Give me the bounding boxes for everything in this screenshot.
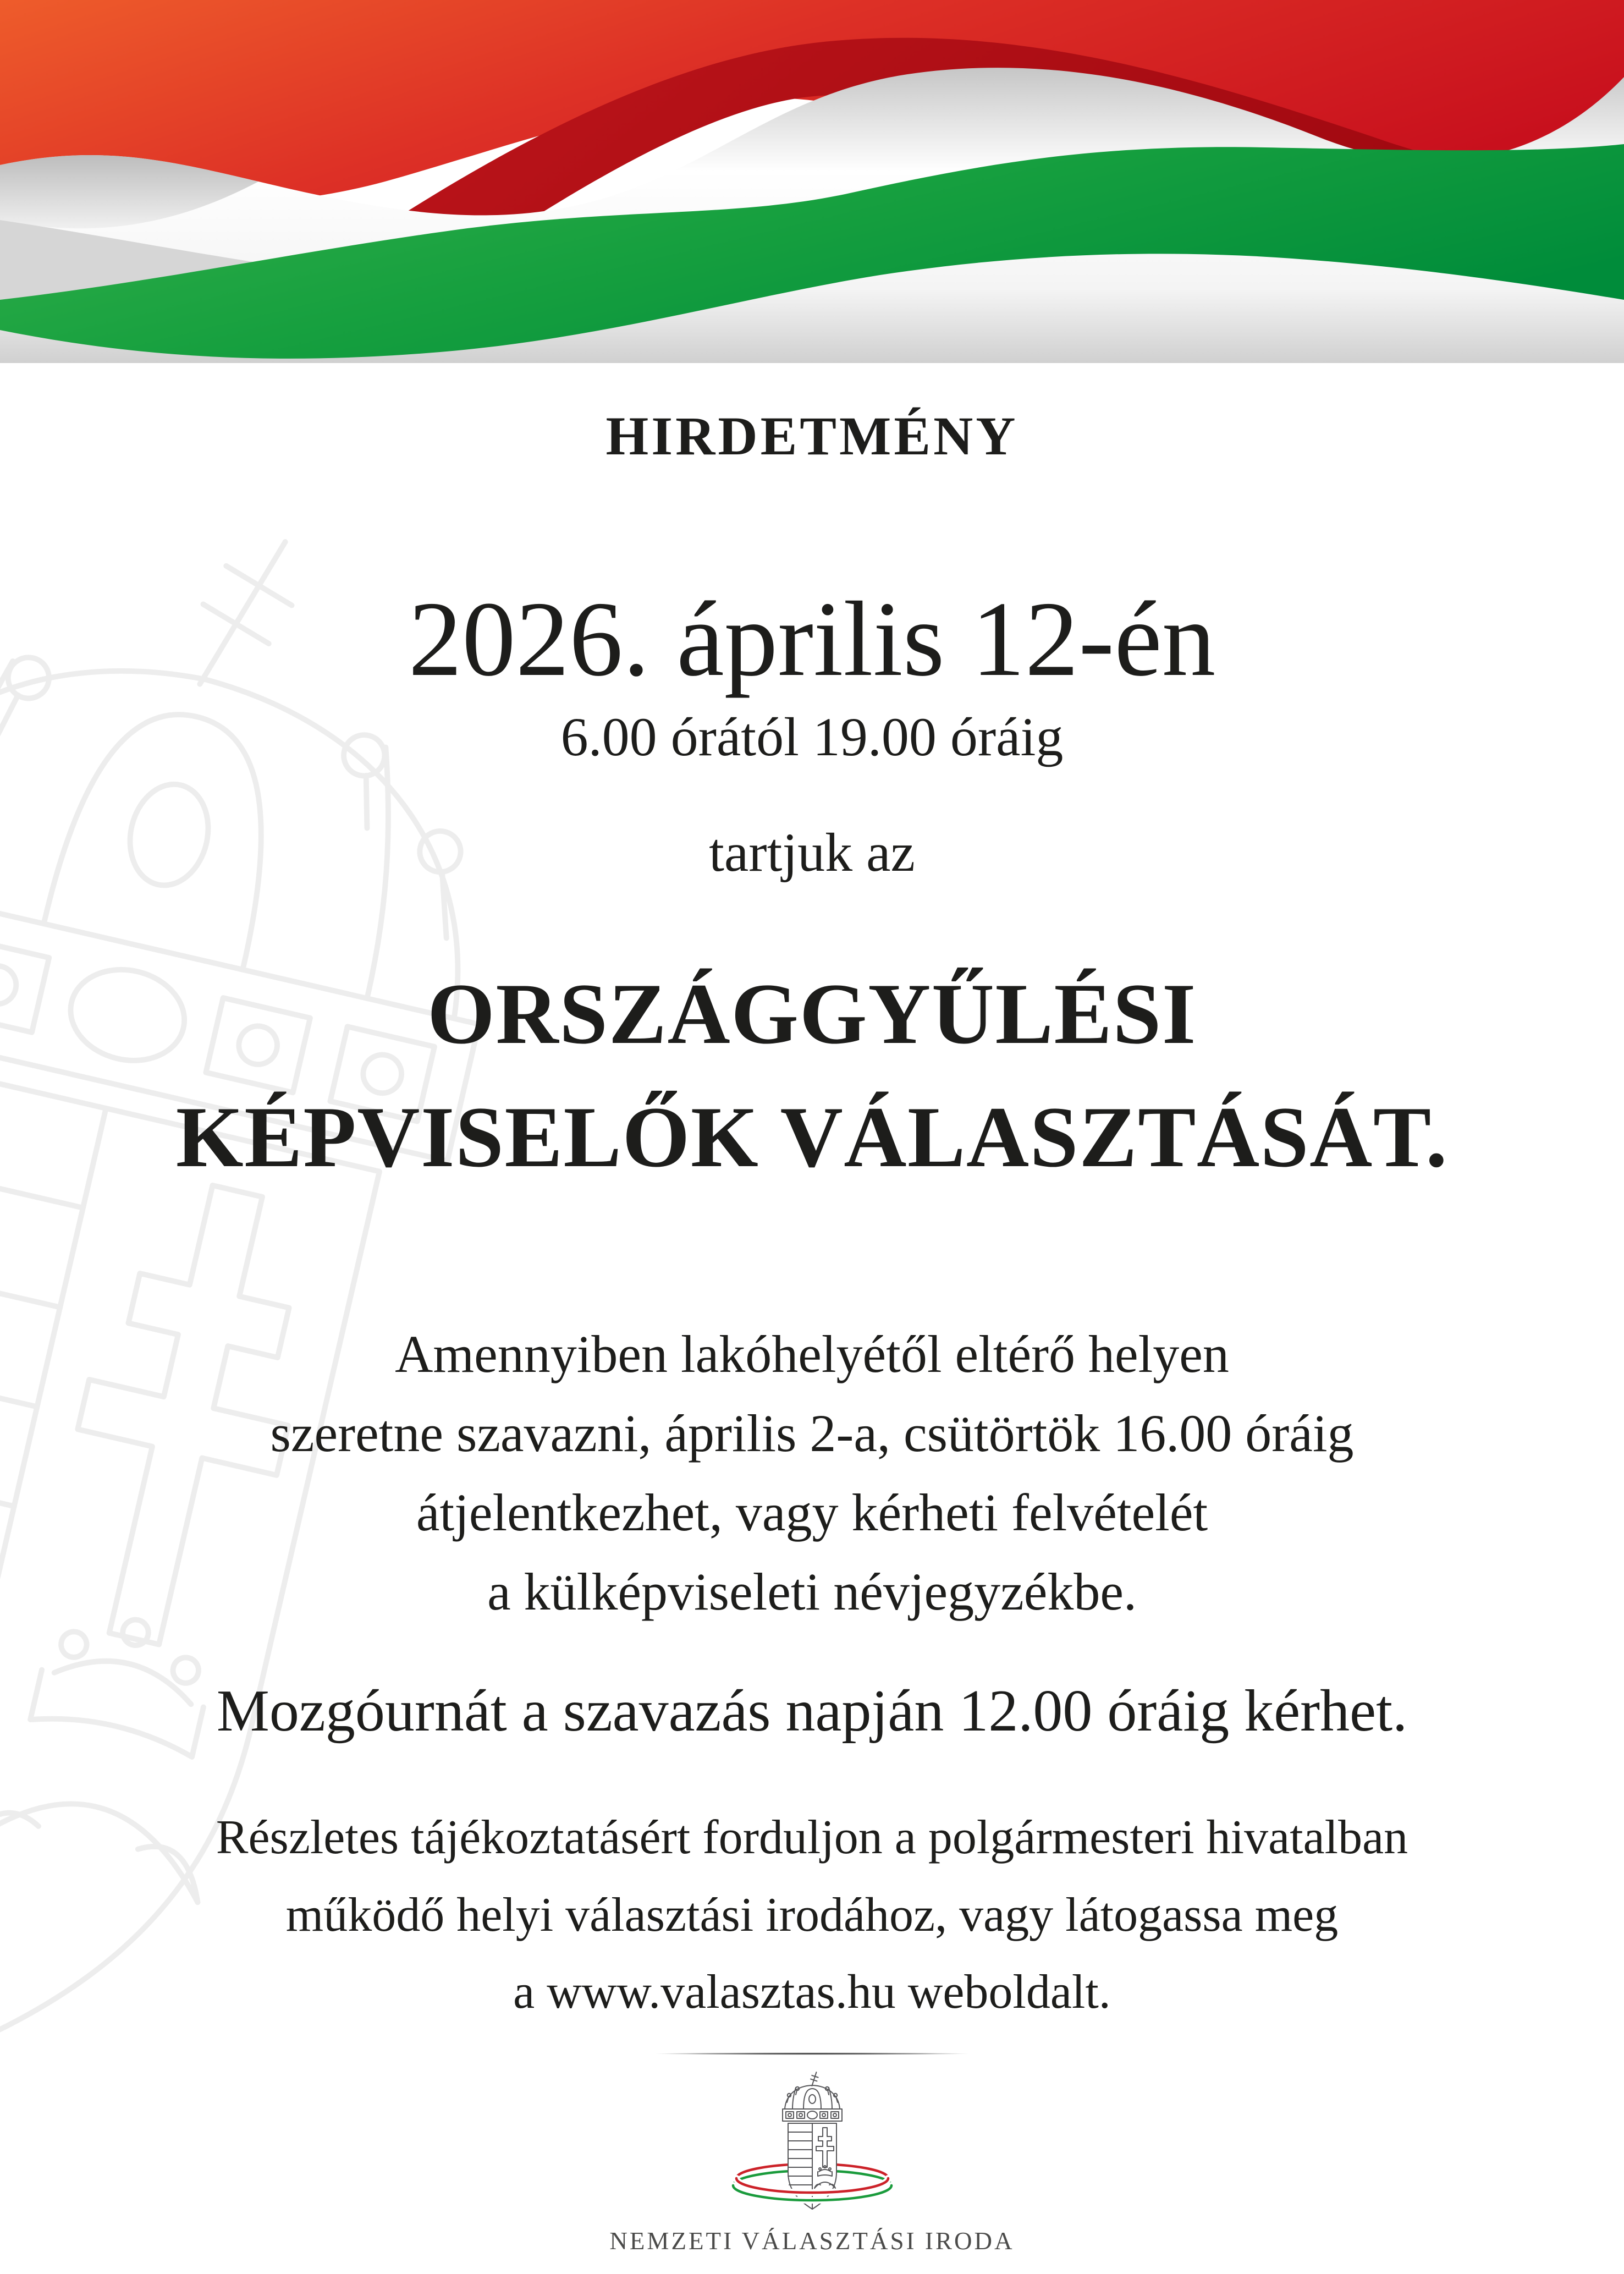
event-heading-line-2: KÉPVISELŐK VÁLASZTÁSÁT. (175, 1089, 1449, 1185)
footer-divider (620, 2052, 1005, 2055)
paragraph-line: átjelentkezhet, vagy kérheti felvételét (416, 1483, 1208, 1542)
lead-in-text: tartjuk az (709, 821, 915, 883)
paragraph-line: működő helyi választási irodához, vagy látogassa meg (285, 1888, 1339, 1942)
voting-hours: 6.00 órától 19.00 óráig (560, 706, 1064, 767)
paragraph-line: Amennyiben lakóhelyétől eltérő helyen (395, 1325, 1229, 1384)
nvi-logo-block (0, 2070, 1624, 2255)
organization-name: NEMZETI VÁLASZTÁSI IRODA (609, 2227, 1015, 2255)
poster-title: HIRDETMÉNY (605, 405, 1019, 466)
election-date: 2026. április 12-én (408, 580, 1216, 699)
mobile-ballot-line: Mozgóurnát a szavazás napján 12.00 óráig kérhet. (216, 1678, 1408, 1744)
details-paragraph (0, 1799, 1624, 2031)
event-heading (0, 953, 1624, 1200)
paragraph-line: a külképviseleti névjegyzékbe. (487, 1562, 1137, 1622)
transfer-info-paragraph (0, 1315, 1624, 1632)
nvi-logo (730, 2070, 895, 2219)
paragraph-line: Részletes tájékoztatásért forduljon a polgármesteri hivatalban (216, 1810, 1408, 1864)
paragraph-line: a www.valasztas.hu weboldalt. (513, 1965, 1111, 2019)
event-heading-line-1: ORSZÁGGYŰLÉSI (427, 965, 1197, 1062)
paragraph-line: szeretne szavazni, április 2-a, csütörtök 16.00 óráig (270, 1404, 1354, 1463)
